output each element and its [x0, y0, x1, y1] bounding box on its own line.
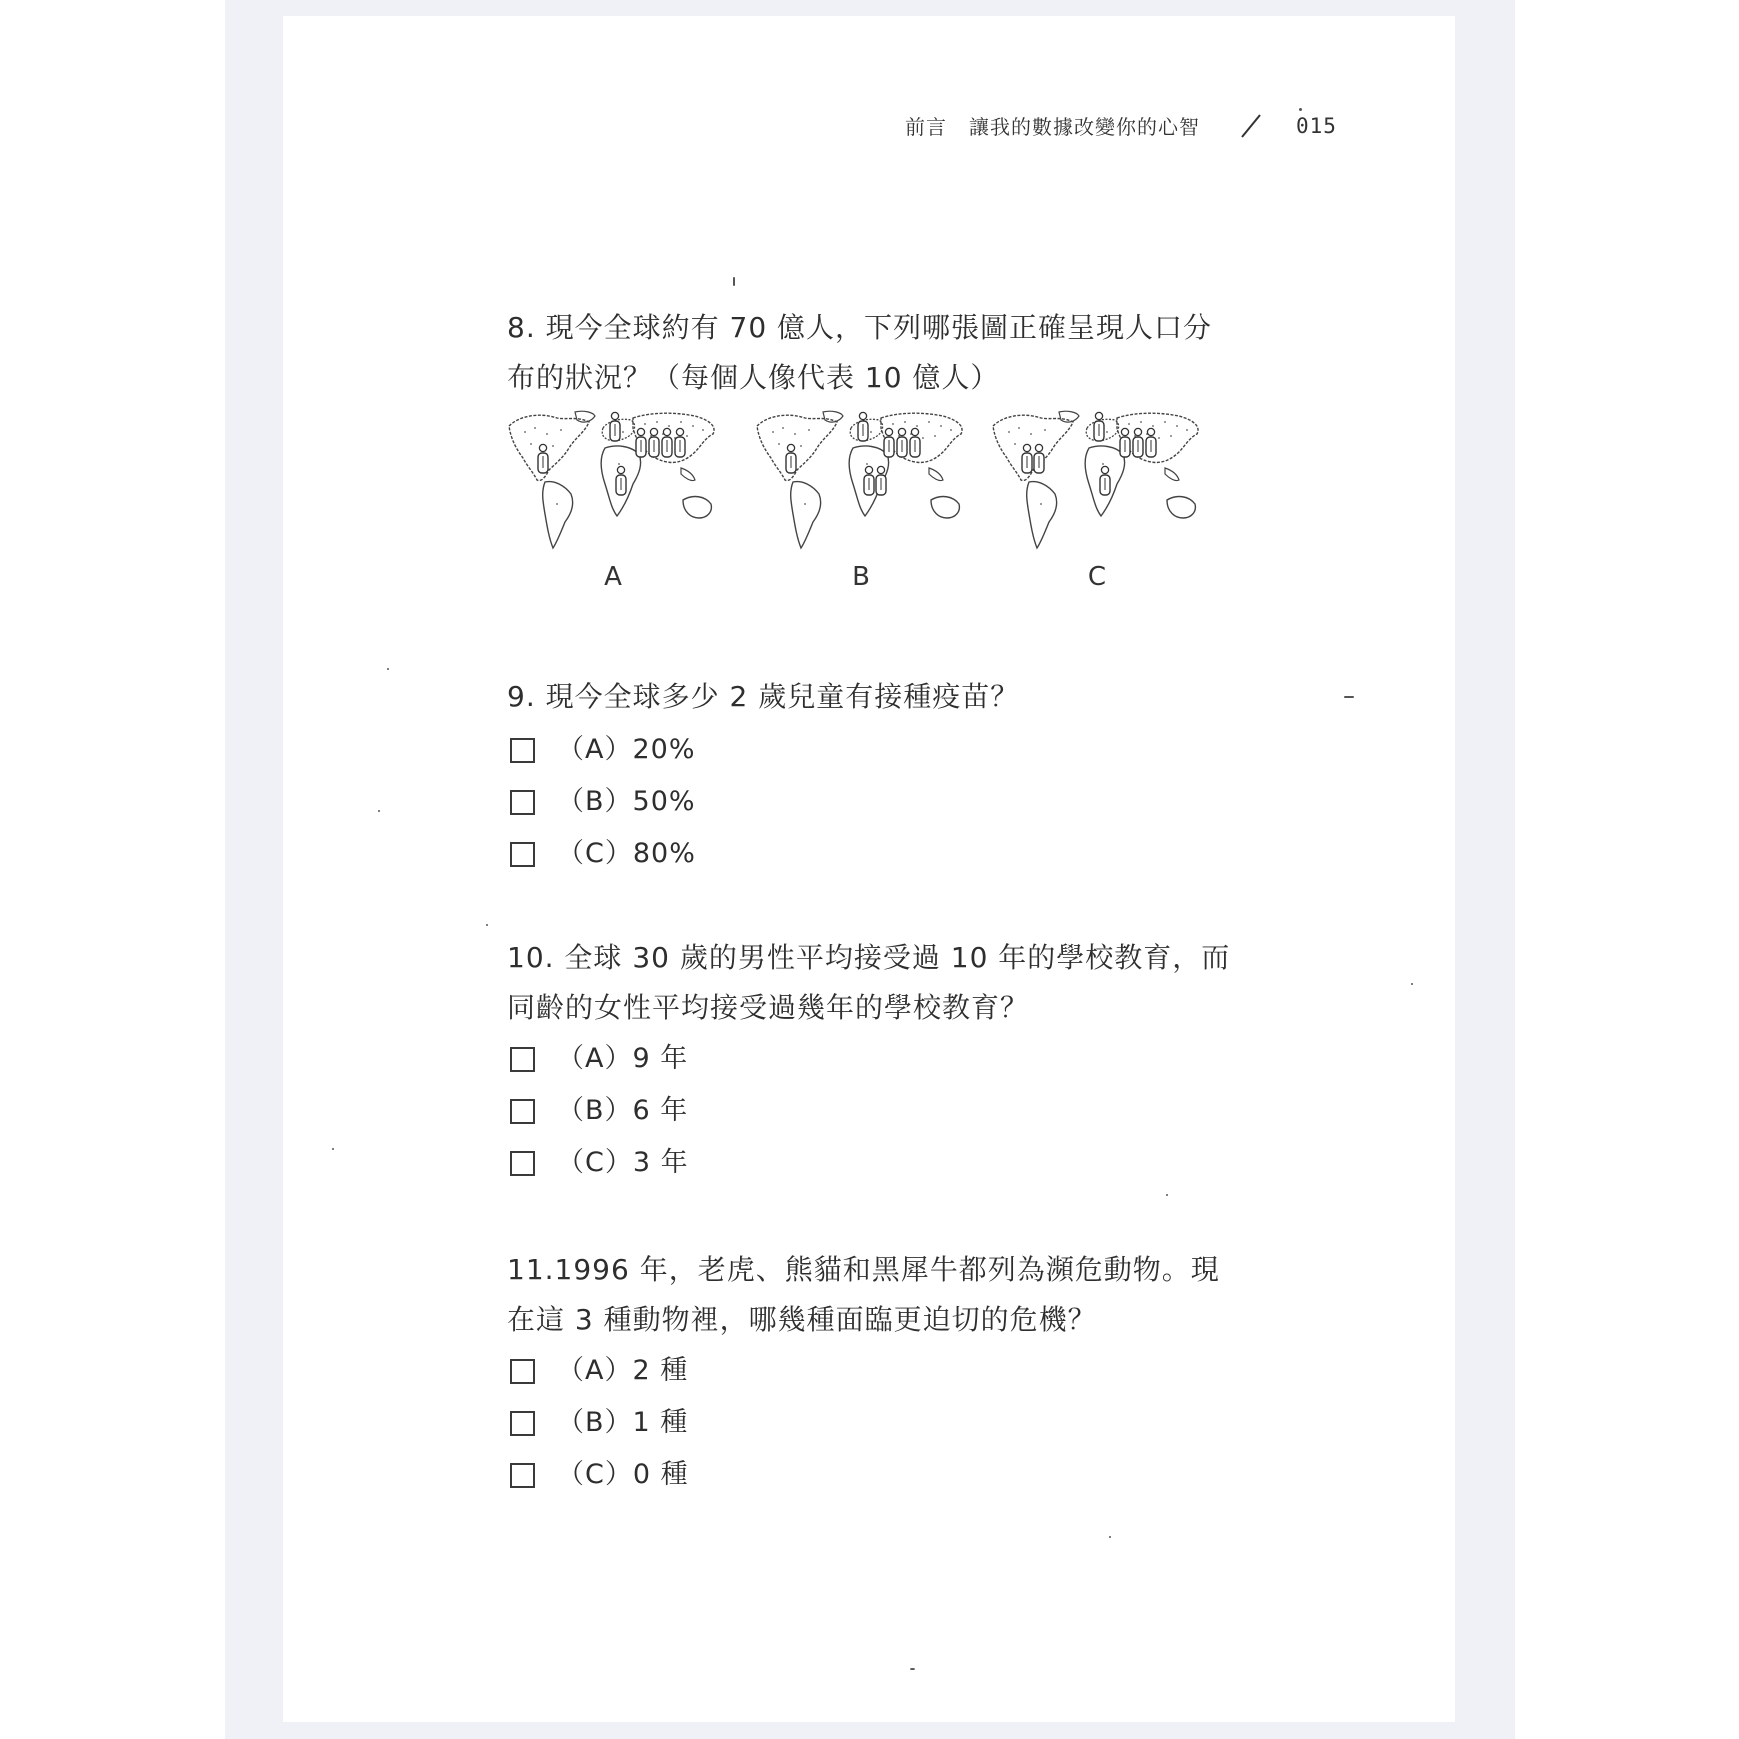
person-icon: [884, 428, 894, 457]
population-map-options: [505, 408, 1225, 598]
person-icon: [538, 444, 548, 473]
option-label: （C）80%: [557, 838, 696, 869]
scan-speck: [332, 1148, 334, 1150]
option-label: （C）3 年: [557, 1147, 689, 1178]
person-icon: [897, 428, 907, 457]
chapter-label: 前言: [905, 115, 947, 139]
question-text-line: 8. 現今全球約有 70 億人，下列哪張圖正確呈現人口分: [507, 311, 1213, 344]
person-icon: [1022, 444, 1032, 473]
scan-speck: [1299, 108, 1302, 111]
person-icon: [610, 412, 620, 441]
checkbox[interactable]: [510, 738, 535, 763]
scan-speck: [387, 668, 389, 670]
running-header: [905, 111, 1337, 140]
person-icon: [1100, 466, 1110, 495]
chapter-title: 讓我的數據改變你的心智: [969, 115, 1200, 139]
answer-option-c[interactable]: [507, 1449, 1267, 1501]
checkbox[interactable]: [510, 1359, 535, 1384]
question-8: [507, 303, 1267, 403]
map-option-label: A: [604, 562, 622, 592]
scan-speck: [1344, 696, 1354, 698]
question-9: [507, 672, 1267, 880]
checkbox[interactable]: [510, 1099, 535, 1124]
map-option-label: B: [852, 562, 870, 592]
question-text-line: 11.1996 年，老虎、熊貓和黑犀牛都列為瀕危動物。現: [507, 1253, 1220, 1286]
option-label: （A）20%: [557, 734, 696, 765]
option-label: （B）6 年: [557, 1095, 689, 1126]
checkbox[interactable]: [510, 1047, 535, 1072]
scan-speck: [1411, 983, 1413, 985]
question-10: [507, 933, 1267, 1189]
map-option-label: C: [1087, 562, 1107, 592]
scan-speck: [910, 1668, 915, 1670]
checkbox[interactable]: [510, 1463, 535, 1488]
world-map-b: [757, 411, 962, 548]
world-maps-figure: [505, 408, 1225, 558]
person-icon: [1034, 444, 1044, 473]
question-text-line: 10. 全球 30 歲的男性平均接受過 10 年的學校教育，而: [507, 941, 1231, 974]
checkbox[interactable]: [510, 790, 535, 815]
person-icon: [864, 466, 874, 495]
answer-option-b[interactable]: [507, 1085, 1267, 1137]
question-text-line: 同齡的女性平均接受過幾年的學校教育？: [507, 991, 1030, 1024]
person-icon: [662, 428, 672, 457]
page-number: 015: [1296, 113, 1337, 138]
person-icon: [649, 428, 659, 457]
person-icon: [910, 428, 920, 457]
person-icon: [1094, 412, 1104, 441]
answer-option-a[interactable]: [507, 724, 1267, 776]
person-icon: [786, 444, 796, 473]
person-icon: [858, 412, 868, 441]
checkbox[interactable]: [510, 1411, 535, 1436]
slash-divider-icon: [1238, 113, 1264, 139]
answer-option-c[interactable]: [507, 1137, 1267, 1189]
scan-speck: [378, 810, 380, 812]
scan-speck: [1109, 1536, 1111, 1538]
option-label: （A）2 種: [557, 1355, 689, 1386]
checkbox[interactable]: [510, 842, 535, 867]
person-icon: [876, 466, 886, 495]
question-text-line: 布的狀況？（每個人像代表 10 億人）: [507, 361, 1000, 394]
option-label: （B）50%: [557, 786, 696, 817]
option-label: （A）9 年: [557, 1043, 689, 1074]
question-text-line: 9. 現今全球多少 2 歲兒童有接種疫苗？: [507, 680, 1020, 713]
answer-option-b[interactable]: [507, 776, 1267, 828]
option-label: （C）0 種: [557, 1459, 689, 1490]
person-icon: [636, 428, 646, 457]
question-text-line: 在這 3 種動物裡，哪幾種面臨更迫切的危機？: [507, 1303, 1097, 1336]
answer-option-b[interactable]: [507, 1397, 1267, 1449]
world-map-c: [993, 411, 1198, 548]
person-icon: [1133, 428, 1143, 457]
person-icon: [616, 466, 626, 495]
person-icon: [1146, 428, 1156, 457]
question-11: [507, 1245, 1267, 1501]
person-icon: [675, 428, 685, 457]
scan-speck: [733, 277, 735, 286]
person-icon: [1120, 428, 1130, 457]
scan-speck: [486, 924, 488, 926]
answer-option-a[interactable]: [507, 1033, 1267, 1085]
option-label: （B）1 種: [557, 1407, 689, 1438]
world-map-a: [509, 411, 714, 548]
scan-speck: [1166, 1194, 1168, 1196]
answer-option-c[interactable]: [507, 828, 1267, 880]
answer-option-a[interactable]: [507, 1345, 1267, 1397]
checkbox[interactable]: [510, 1151, 535, 1176]
